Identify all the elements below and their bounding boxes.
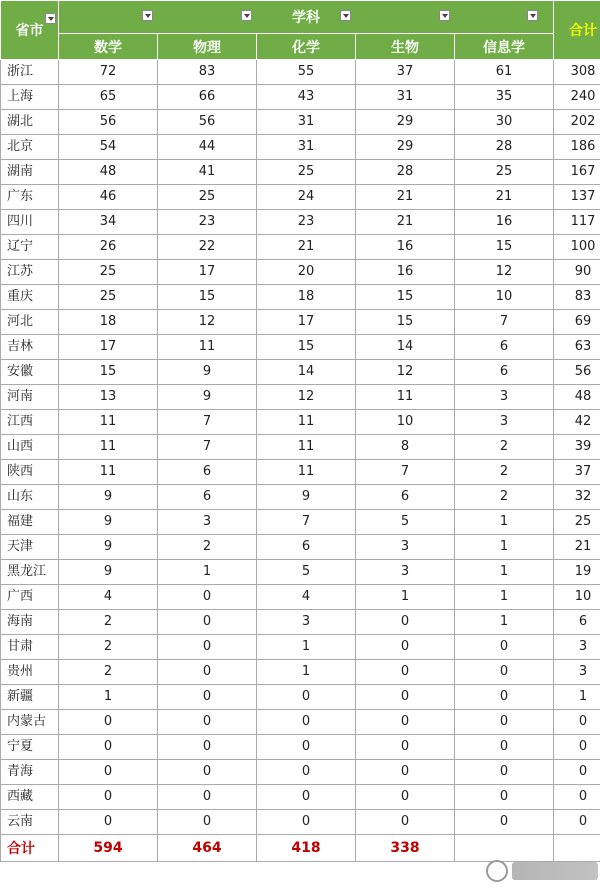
value-cell: 0 <box>59 785 158 810</box>
value-cell: 56 <box>59 110 158 135</box>
table-row <box>1 385 600 410</box>
total-header-label: 合计 <box>569 23 598 39</box>
value-cell: 7 <box>158 435 257 460</box>
table-row <box>1 260 600 285</box>
value-cell: 0 <box>158 760 257 785</box>
value-cell: 18 <box>59 310 158 335</box>
value-cell: 0 <box>158 710 257 735</box>
province-cell: 上海 <box>1 85 59 110</box>
value-cell: 10 <box>455 285 554 310</box>
province-cell: 山东 <box>1 485 59 510</box>
province-cell: 辽宁 <box>1 235 59 260</box>
value-cell: 11 <box>158 335 257 360</box>
table-row <box>1 510 600 535</box>
province-cell: 重庆 <box>1 285 59 310</box>
footer-total-biology: 338 <box>356 835 455 862</box>
row-total-cell: 0 <box>554 710 600 735</box>
table-row <box>1 110 600 135</box>
value-cell: 0 <box>257 735 356 760</box>
value-cell: 21 <box>356 210 455 235</box>
province-cell: 新疆 <box>1 685 59 710</box>
row-total-cell: 0 <box>554 760 600 785</box>
value-cell: 12 <box>158 310 257 335</box>
row-total-cell: 6 <box>554 610 600 635</box>
header-row-top <box>1 1 600 34</box>
value-cell: 7 <box>356 460 455 485</box>
value-cell: 3 <box>356 560 455 585</box>
watermark-text-image <box>512 862 598 880</box>
value-cell: 0 <box>158 810 257 835</box>
value-cell: 6 <box>257 535 356 560</box>
value-cell: 72 <box>59 60 158 85</box>
province-cell: 天津 <box>1 535 59 560</box>
province-cell: 山西 <box>1 435 59 460</box>
value-cell: 24 <box>257 185 356 210</box>
table-row <box>1 610 600 635</box>
row-total-cell: 137 <box>554 185 600 210</box>
province-cell: 广西 <box>1 585 59 610</box>
row-total-cell: 117 <box>554 210 600 235</box>
value-cell: 28 <box>356 160 455 185</box>
row-total-cell: 39 <box>554 435 600 460</box>
table-row <box>1 285 600 310</box>
table-row <box>1 85 600 110</box>
value-cell: 0 <box>158 660 257 685</box>
value-cell: 3 <box>356 535 455 560</box>
table-row <box>1 310 600 335</box>
value-cell: 0 <box>257 810 356 835</box>
value-cell: 2 <box>59 635 158 660</box>
value-cell: 7 <box>455 310 554 335</box>
value-cell: 8 <box>356 435 455 460</box>
province-cell: 江西 <box>1 410 59 435</box>
province-cell: 青海 <box>1 760 59 785</box>
subject-group-label: 学科 <box>292 10 320 26</box>
value-cell: 9 <box>257 485 356 510</box>
province-cell: 四川 <box>1 210 59 235</box>
value-cell: 28 <box>455 135 554 160</box>
subject-header-informatics: 信息学 <box>455 34 554 60</box>
value-cell: 0 <box>356 685 455 710</box>
value-cell: 11 <box>257 460 356 485</box>
value-cell: 6 <box>455 360 554 385</box>
province-cell: 陕西 <box>1 460 59 485</box>
row-total-cell: 37 <box>554 460 600 485</box>
province-cell: 内蒙古 <box>1 710 59 735</box>
value-cell: 46 <box>59 185 158 210</box>
value-cell: 3 <box>455 385 554 410</box>
value-cell: 4 <box>59 585 158 610</box>
table-row <box>1 535 600 560</box>
value-cell: 1 <box>455 610 554 635</box>
value-cell: 0 <box>455 810 554 835</box>
value-cell: 21 <box>455 185 554 210</box>
table-row <box>1 560 600 585</box>
filter-dropdown-physics-icon[interactable] <box>241 10 252 21</box>
row-total-cell: 83 <box>554 285 600 310</box>
footer-total-chemistry: 418 <box>257 835 356 862</box>
value-cell: 31 <box>257 135 356 160</box>
value-cell: 43 <box>257 85 356 110</box>
value-cell: 9 <box>59 485 158 510</box>
row-total-cell: 32 <box>554 485 600 510</box>
value-cell: 31 <box>257 110 356 135</box>
table-row <box>1 160 600 185</box>
subject-group-header <box>59 1 554 34</box>
table-row <box>1 460 600 485</box>
value-cell: 66 <box>158 85 257 110</box>
row-total-cell: 69 <box>554 310 600 335</box>
value-cell: 34 <box>59 210 158 235</box>
filter-dropdown-province-icon[interactable] <box>45 13 56 24</box>
value-cell: 0 <box>257 710 356 735</box>
province-cell: 浙江 <box>1 60 59 85</box>
value-cell: 2 <box>455 485 554 510</box>
value-cell: 17 <box>257 310 356 335</box>
value-cell: 11 <box>257 410 356 435</box>
total-header <box>554 1 600 60</box>
subject-header-chemistry: 化学 <box>257 34 356 60</box>
province-cell: 江苏 <box>1 260 59 285</box>
value-cell: 9 <box>59 535 158 560</box>
value-cell: 0 <box>356 710 455 735</box>
value-cell: 2 <box>59 660 158 685</box>
value-cell: 20 <box>257 260 356 285</box>
value-cell: 15 <box>257 335 356 360</box>
value-cell: 13 <box>59 385 158 410</box>
value-cell: 11 <box>257 435 356 460</box>
province-cell: 云南 <box>1 810 59 835</box>
value-cell: 9 <box>158 360 257 385</box>
row-total-cell: 56 <box>554 360 600 385</box>
value-cell: 2 <box>59 610 158 635</box>
value-cell: 0 <box>158 735 257 760</box>
filter-dropdown-biology-icon[interactable] <box>439 10 450 21</box>
value-cell: 1 <box>59 685 158 710</box>
row-total-cell: 10 <box>554 585 600 610</box>
row-total-cell: 25 <box>554 510 600 535</box>
row-total-cell: 1 <box>554 685 600 710</box>
value-cell: 0 <box>455 710 554 735</box>
province-cell: 贵州 <box>1 660 59 685</box>
value-cell: 12 <box>455 260 554 285</box>
value-cell: 0 <box>356 785 455 810</box>
value-cell: 0 <box>356 760 455 785</box>
row-total-cell: 90 <box>554 260 600 285</box>
filter-dropdown-math-icon[interactable] <box>142 10 153 21</box>
subject-header-math: 数学 <box>59 34 158 60</box>
footer-label: 合计 <box>1 835 59 862</box>
filter-dropdown-chemistry-icon[interactable] <box>340 10 351 21</box>
table-row <box>1 60 600 85</box>
province-cell: 宁夏 <box>1 735 59 760</box>
value-cell: 5 <box>257 560 356 585</box>
province-cell: 海南 <box>1 610 59 635</box>
value-cell: 6 <box>356 485 455 510</box>
value-cell: 16 <box>455 210 554 235</box>
value-cell: 2 <box>158 535 257 560</box>
value-cell: 15 <box>158 285 257 310</box>
value-cell: 17 <box>158 260 257 285</box>
row-total-cell: 0 <box>554 785 600 810</box>
value-cell: 5 <box>356 510 455 535</box>
province-cell: 广东 <box>1 185 59 210</box>
value-cell: 2 <box>455 460 554 485</box>
row-total-cell: 240 <box>554 85 600 110</box>
province-cell: 湖北 <box>1 110 59 135</box>
value-cell: 9 <box>59 510 158 535</box>
value-cell: 25 <box>257 160 356 185</box>
province-header-label: 省市 <box>15 23 44 39</box>
subject-header-physics: 物理 <box>158 34 257 60</box>
value-cell: 0 <box>158 610 257 635</box>
value-cell: 37 <box>356 60 455 85</box>
province-cell: 河南 <box>1 385 59 410</box>
value-cell: 16 <box>356 260 455 285</box>
value-cell: 26 <box>59 235 158 260</box>
value-cell: 61 <box>455 60 554 85</box>
table-row <box>1 335 600 360</box>
value-cell: 0 <box>257 760 356 785</box>
value-cell: 9 <box>158 385 257 410</box>
value-cell: 54 <box>59 135 158 160</box>
value-cell: 3 <box>257 610 356 635</box>
value-cell: 29 <box>356 135 455 160</box>
value-cell: 15 <box>356 285 455 310</box>
row-total-cell: 167 <box>554 160 600 185</box>
value-cell: 14 <box>356 335 455 360</box>
value-cell: 0 <box>59 735 158 760</box>
value-cell: 1 <box>257 635 356 660</box>
footer-total-math: 594 <box>59 835 158 862</box>
value-cell: 0 <box>455 635 554 660</box>
value-cell: 48 <box>59 160 158 185</box>
province-cell: 安徽 <box>1 360 59 385</box>
table-row <box>1 785 600 810</box>
value-cell: 12 <box>356 360 455 385</box>
value-cell: 41 <box>158 160 257 185</box>
value-cell: 14 <box>257 360 356 385</box>
value-cell: 2 <box>455 435 554 460</box>
value-cell: 25 <box>455 160 554 185</box>
value-cell: 0 <box>455 735 554 760</box>
province-header <box>1 1 59 60</box>
row-total-cell: 0 <box>554 735 600 760</box>
value-cell: 10 <box>356 410 455 435</box>
province-cell: 甘肃 <box>1 635 59 660</box>
row-total-cell: 21 <box>554 535 600 560</box>
value-cell: 0 <box>455 760 554 785</box>
table-row <box>1 760 600 785</box>
value-cell: 21 <box>257 235 356 260</box>
value-cell: 30 <box>455 110 554 135</box>
value-cell: 7 <box>158 410 257 435</box>
value-cell: 11 <box>356 385 455 410</box>
value-cell: 23 <box>158 210 257 235</box>
value-cell: 0 <box>455 685 554 710</box>
province-cell: 河北 <box>1 310 59 335</box>
value-cell: 29 <box>356 110 455 135</box>
row-total-cell: 0 <box>554 810 600 835</box>
value-cell: 23 <box>257 210 356 235</box>
value-cell: 35 <box>455 85 554 110</box>
value-cell: 0 <box>158 635 257 660</box>
value-cell: 0 <box>59 810 158 835</box>
value-cell: 0 <box>257 685 356 710</box>
filter-dropdown-informatics-icon[interactable] <box>527 10 538 21</box>
value-cell: 0 <box>455 660 554 685</box>
value-cell: 0 <box>158 685 257 710</box>
row-total-cell: 48 <box>554 385 600 410</box>
value-cell: 15 <box>455 235 554 260</box>
table-row <box>1 135 600 160</box>
value-cell: 6 <box>158 485 257 510</box>
row-total-cell: 100 <box>554 235 600 260</box>
value-cell: 4 <box>257 585 356 610</box>
table-row <box>1 235 600 260</box>
value-cell: 6 <box>455 335 554 360</box>
value-cell: 17 <box>59 335 158 360</box>
value-cell: 7 <box>257 510 356 535</box>
row-total-cell: 63 <box>554 335 600 360</box>
value-cell: 1 <box>356 585 455 610</box>
value-cell: 12 <box>257 385 356 410</box>
value-cell: 16 <box>356 235 455 260</box>
header-row-subjects <box>1 34 600 60</box>
row-total-cell: 3 <box>554 660 600 685</box>
table-row <box>1 585 600 610</box>
value-cell: 0 <box>257 785 356 810</box>
value-cell: 0 <box>356 735 455 760</box>
table-row <box>1 185 600 210</box>
value-cell: 15 <box>356 310 455 335</box>
value-cell: 0 <box>356 610 455 635</box>
watermark-circle-icon <box>486 860 508 882</box>
province-cell: 吉林 <box>1 335 59 360</box>
value-cell: 65 <box>59 85 158 110</box>
value-cell: 18 <box>257 285 356 310</box>
value-cell: 21 <box>356 185 455 210</box>
value-cell: 1 <box>455 510 554 535</box>
value-cell: 1 <box>158 560 257 585</box>
table-row <box>1 210 600 235</box>
row-total-cell: 19 <box>554 560 600 585</box>
table-row <box>1 410 600 435</box>
province-cell: 北京 <box>1 135 59 160</box>
subject-header-biology: 生物 <box>356 34 455 60</box>
value-cell: 0 <box>59 760 158 785</box>
table-row <box>1 485 600 510</box>
row-total-cell: 42 <box>554 410 600 435</box>
value-cell: 0 <box>158 585 257 610</box>
value-cell: 44 <box>158 135 257 160</box>
province-cell: 湖南 <box>1 160 59 185</box>
table-row <box>1 685 600 710</box>
value-cell: 56 <box>158 110 257 135</box>
value-cell: 6 <box>158 460 257 485</box>
value-cell: 0 <box>455 785 554 810</box>
value-cell: 15 <box>59 360 158 385</box>
value-cell: 83 <box>158 60 257 85</box>
table-row <box>1 660 600 685</box>
table-row <box>1 435 600 460</box>
value-cell: 0 <box>59 710 158 735</box>
row-total-cell: 3 <box>554 635 600 660</box>
value-cell: 55 <box>257 60 356 85</box>
province-cell: 福建 <box>1 510 59 535</box>
row-total-cell: 186 <box>554 135 600 160</box>
value-cell: 1 <box>455 585 554 610</box>
value-cell: 25 <box>158 185 257 210</box>
table-row <box>1 735 600 760</box>
value-cell: 0 <box>158 785 257 810</box>
footer-total-physics: 464 <box>158 835 257 862</box>
value-cell: 11 <box>59 435 158 460</box>
table-row <box>1 360 600 385</box>
row-total-cell: 308 <box>554 60 600 85</box>
value-cell: 31 <box>356 85 455 110</box>
table-body <box>1 60 600 835</box>
value-cell: 25 <box>59 285 158 310</box>
table-row <box>1 810 600 835</box>
value-cell: 22 <box>158 235 257 260</box>
value-cell: 1 <box>455 535 554 560</box>
value-cell: 11 <box>59 460 158 485</box>
value-cell: 1 <box>257 660 356 685</box>
province-cell: 西藏 <box>1 785 59 810</box>
value-cell: 11 <box>59 410 158 435</box>
value-cell: 0 <box>356 635 455 660</box>
value-cell: 1 <box>455 560 554 585</box>
table-row <box>1 635 600 660</box>
watermark-logo <box>478 856 598 886</box>
value-cell: 9 <box>59 560 158 585</box>
value-cell: 3 <box>455 410 554 435</box>
value-cell: 0 <box>356 810 455 835</box>
province-cell: 黑龙江 <box>1 560 59 585</box>
value-cell: 0 <box>356 660 455 685</box>
table-row <box>1 710 600 735</box>
value-cell: 3 <box>158 510 257 535</box>
value-cell: 25 <box>59 260 158 285</box>
row-total-cell: 202 <box>554 110 600 135</box>
